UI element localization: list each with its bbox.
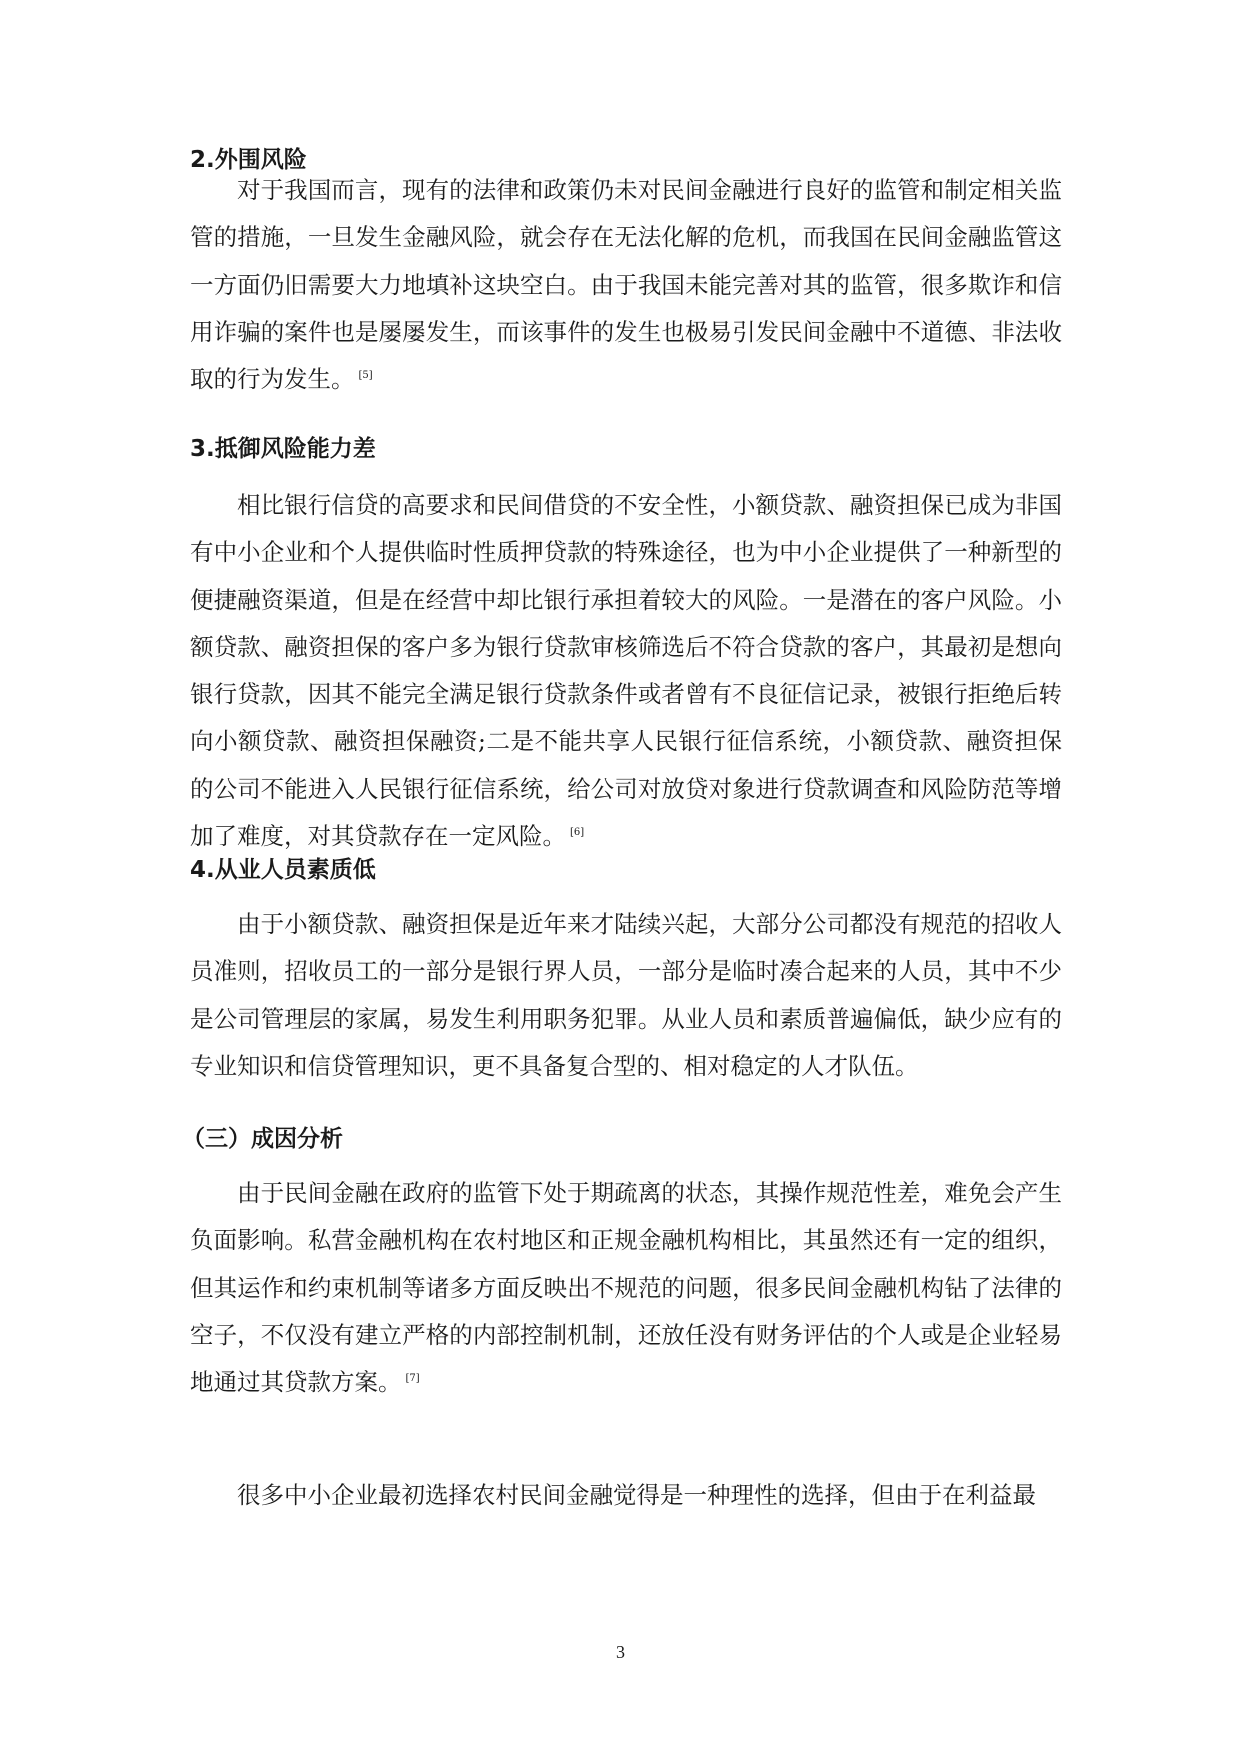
paragraph-risk-resistance xyxy=(190,482,1062,860)
paragraph-text: 很多中小企业最初选择农村民间金融觉得是一种理性的选择，但由于在利益最 xyxy=(237,1481,1036,1509)
paragraph-external-risk xyxy=(190,167,1062,403)
paragraph-smes xyxy=(190,1472,1062,1519)
paragraph-text: 对于我国而言，现有的法律和政策仍未对民间金融进行良好的监管和制定相关监管的措施，一旦发生金融风险，就会存在无法化解的危机，而我国在民间金融监管这一方面仍旧需要大力地填补这块空白。由于我国未能完善对其的监管，很多欺诈和信用诈骗的案件也是屡屡发生，而该事件的发生也极易引发民间金融中不道德、非法收取的行为发生。 xyxy=(190,176,1062,394)
heading-external-risk: 2.外围风险 xyxy=(190,147,307,173)
paragraph-staff-quality xyxy=(190,901,1062,1090)
heading-cause-analysis: （三）成因分析 xyxy=(182,1126,343,1152)
paragraph-text: 由于民间金融在政府的监管下处于期疏离的状态，其操作规范性差，难免会产生负面影响。私营金融机构在农村地区和正规金融机构相比，其虽然还有一定的组织，但其运作和约束机制等诸多方面反映出不规范的问题，很多民间金融机构钻了法律的空子，不仅没有建立严格的内部控制机制，还放任没有财务评估的个人或是企业轻易地通过其贷款方案。 xyxy=(190,1179,1062,1397)
citation-5: [5] xyxy=(358,370,373,382)
paragraph-cause-analysis xyxy=(190,1170,1062,1406)
heading-risk-resistance: 3.抵御风险能力差 xyxy=(190,436,376,462)
paragraph-text: 相比银行信贷的高要求和民间借贷的不安全性，小额贷款、融资担保已成为非国有中小企业和个人提供临时性质押贷款的特殊途径，也为中小企业提供了一种新型的便捷融资渠道，但是在经营中却比银行承担着较大的风险。一是潜在的客户风险。小额贷款、融资担保的客户多为银行贷款审核筛选后不符合贷款的客户，其最初是想向银行贷款，因其不能完全满足银行贷款条件或者曾有不良征信记录，被银行拒绝后转向小额贷款、融资担保融资;二是不能共享人民银行征信系统，小额贷款、融资担保的公司不能进入人民银行征信系统，给公司对放贷对象进行贷款调查和风险防范等增加了难度，对其贷款存在一定风险。 xyxy=(190,491,1062,851)
citation-7: [7] xyxy=(405,1373,420,1385)
page-number: 3 xyxy=(616,1642,625,1662)
paragraph-text: 由于小额贷款、融资担保是近年来才陆续兴起，大部分公司都没有规范的招收人员准则，招收员工的一部分是银行界人员，一部分是临时凑合起来的人员，其中不少是公司管理层的家属，易发生利用职务犯罪。从业人员和素质普遍偏低，缺少应有的专业知识和信贷管理知识，更不具备复合型的、相对稳定的人才队伍。 xyxy=(190,910,1062,1080)
citation-6: [6] xyxy=(570,827,585,839)
heading-staff-quality: 4.从业人员素质低 xyxy=(190,857,376,883)
